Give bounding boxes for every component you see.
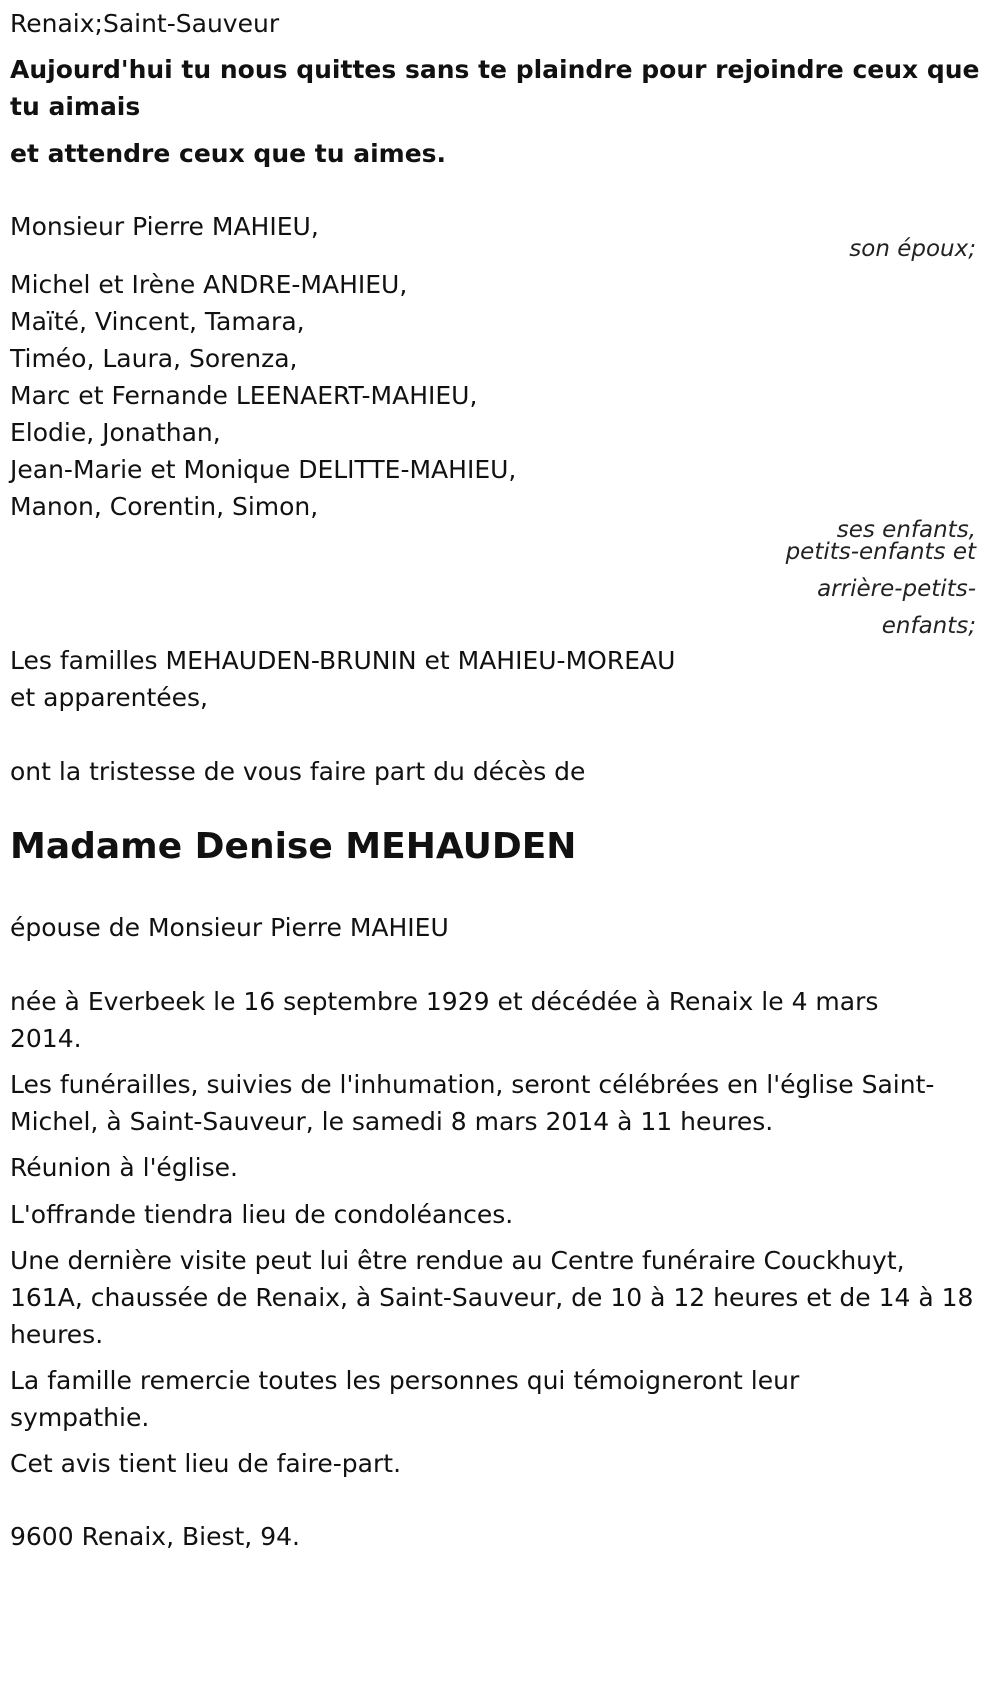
quote-line-1: Aujourd'hui tu nous quittes sans te plaindre pour rejoindre ceux que [10, 55, 980, 84]
children-role: arrière-petits- [817, 576, 976, 602]
body-line: sympathie. [10, 1403, 150, 1432]
spouse-name: Monsieur Pierre MAHIEU, [10, 212, 319, 241]
deceased-relation: épouse de Monsieur Pierre MAHIEU [10, 913, 449, 942]
announcement: ont la tristesse de vous faire part du décès de [10, 757, 586, 786]
body-line: Une dernière visite peut lui être rendue au Centre funéraire Couckhuyt, [10, 1246, 905, 1275]
quote-line-3: et attendre ceux que tu aimes. [10, 139, 447, 168]
children-role: enfants; [881, 613, 976, 639]
body-line: Michel, à Saint-Sauveur, le samedi 8 mars 2014 à 11 heures. [10, 1107, 774, 1136]
families-line: Les familles MEHAUDEN-BRUNIN et MAHIEU-MOREAU [10, 646, 676, 675]
children-role: petits-enfants et [785, 539, 976, 565]
children-role: ses enfants, [836, 517, 976, 543]
body-line: Réunion à l'église. [10, 1153, 238, 1182]
children-line: Timéo, Laura, Sorenza, [10, 344, 298, 373]
children-line: Manon, Corentin, Simon, [10, 492, 319, 521]
body-line: 2014. [10, 1024, 82, 1053]
children-line: Michel et Irène ANDRE-MAHIEU, [10, 270, 408, 299]
quote-line-2: tu aimais [10, 92, 141, 121]
spouse-role: son époux; [849, 236, 976, 262]
body-line: L'offrande tiendra lieu de condoléances. [10, 1200, 514, 1229]
body-line: Cet avis tient lieu de faire-part. [10, 1449, 402, 1478]
body-line: née à Everbeek le 16 septembre 1929 et décédée à Renaix le 4 mars [10, 987, 879, 1016]
deceased-name: Madame Denise MEHAUDEN [10, 826, 577, 867]
address: 9600 Renaix, Biest, 94. [10, 1522, 300, 1551]
body-line: La famille remercie toutes les personnes qui témoigneront leur [10, 1366, 800, 1395]
body-line: 161A, chaussée de Renaix, à Saint-Sauveur, de 10 à 12 heures et de 14 à 18 [10, 1283, 974, 1312]
body-line: Les funérailles, suivies de l'inhumation, seront célébrées en l'église Saint- [10, 1070, 935, 1099]
children-line: Maïté, Vincent, Tamara, [10, 307, 305, 336]
families-line: et apparentées, [10, 683, 208, 712]
children-line: Jean-Marie et Monique DELITTE-MAHIEU, [10, 455, 517, 484]
location-line: Renaix;Saint-Sauveur [10, 9, 280, 38]
children-line: Marc et Fernande LEENAERT-MAHIEU, [10, 381, 478, 410]
children-line: Elodie, Jonathan, [10, 418, 221, 447]
body-line: heures. [10, 1320, 104, 1349]
